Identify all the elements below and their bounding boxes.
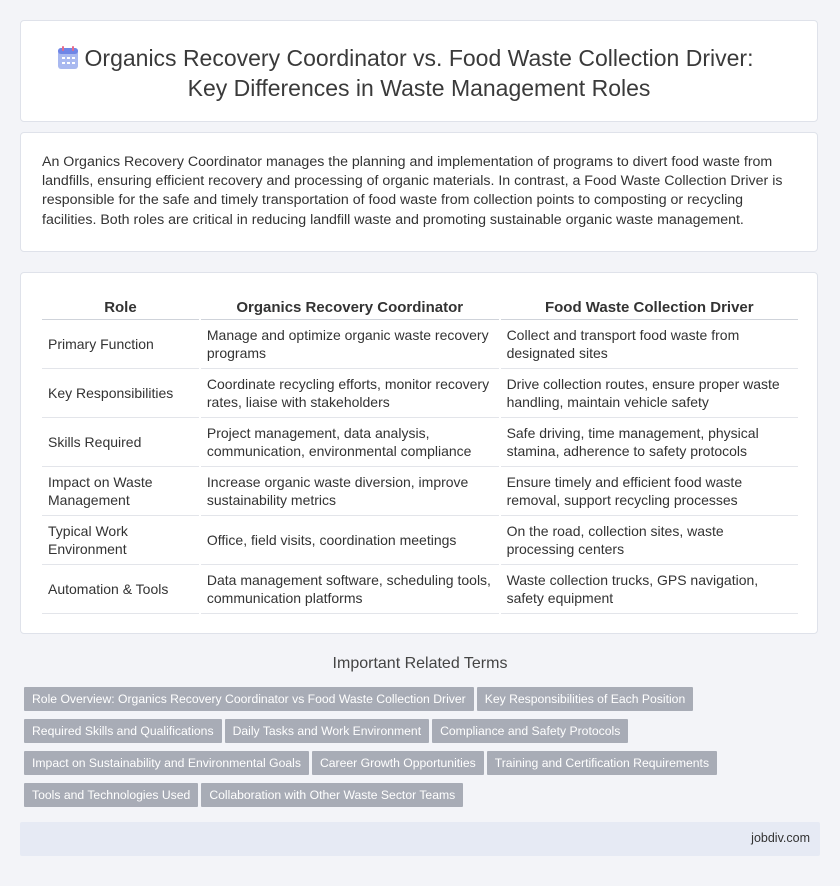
coordinator-cell: Coordinate recycling efforts, monitor recovery rates, liaise with stakeholders [200,369,500,418]
related-term-tag[interactable]: Daily Tasks and Work Environment [225,719,430,743]
related-term-tag[interactable]: Tools and Technologies Used [24,783,198,807]
related-term-tag[interactable]: Training and Certification Requirements [487,751,717,775]
row-label: Key Responsibilities [42,369,200,418]
row-label: Skills Required [42,418,200,467]
driver-cell: Drive collection routes, ensure proper waste handling, maintain vehicle safety [500,369,798,418]
page-title-line-1: Organics Recovery Coordinator vs. Food Waste Collection Driver: [84,45,754,71]
related-term-tag[interactable]: Role Overview: Organics Recovery Coordinator vs Food Waste Collection Driver [24,687,474,711]
row-label: Primary Function [42,320,200,369]
coordinator-cell: Project management, data analysis, communication, environmental compliance [200,418,500,467]
driver-cell: Safe driving, time management, physical stamina, adherence to safety protocols [500,418,798,467]
related-terms-list [24,687,824,815]
coordinator-cell: Manage and optimize organic waste recovery programs [200,320,500,369]
header-coordinator: Organics Recovery Coordinator [200,295,500,320]
coordinator-cell: Data management software, scheduling tools, communication platforms [200,565,500,614]
coordinator-cell: Increase organic waste diversion, improve sustainability metrics [200,467,500,516]
table-row [42,467,798,516]
related-term-tag[interactable]: Career Growth Opportunities [312,751,484,775]
comparison-table [42,295,798,614]
table-row [42,565,798,614]
footer [20,822,820,856]
related-terms-title: Important Related Terms [332,655,508,672]
table-header-row [42,295,798,320]
page-title [21,43,817,103]
coordinator-cell: Office, field visits, coordination meetings [200,516,500,565]
row-label: Typical Work Environment [42,516,200,565]
related-term-tag[interactable]: Required Skills and Qualifications [24,719,222,743]
driver-cell: Waste collection trucks, GPS navigation, safety equipment [500,565,798,614]
related-term-tag[interactable]: Compliance and Safety Protocols [432,719,628,743]
table-row [42,418,798,467]
driver-cell: Ensure timely and efficient food waste removal, support recycling processes [500,467,798,516]
table-row [42,369,798,418]
row-label: Automation & Tools [42,565,200,614]
table-row [42,320,798,369]
driver-cell: On the road, collection sites, waste processing centers [500,516,798,565]
related-term-tag[interactable]: Key Responsibilities of Each Position [477,687,694,711]
comparison-card [20,272,818,634]
intro-paragraph: An Organics Recovery Coordinator manages the planning and implementation of programs to divert food waste from landfills, ensuring efficient recovery and processing of organic materials. In contrast, a Food Waste Collection Driver is responsible for the safe and timely transportation of food waste from collection points to composting or recycling facilities. Both roles are critical in reducing landfill waste and promoting sustainable organic waste management. [42,154,783,228]
row-label: Impact on Waste Management [42,467,200,516]
header-driver: Food Waste Collection Driver [500,295,798,320]
driver-cell: Collect and transport food waste from designated sites [500,320,798,369]
header-role: Role [42,295,200,320]
header-card [20,20,818,122]
table-row [42,516,798,565]
page-title-line-2: Key Differences in Waste Management Roles [187,75,651,101]
footer-site-link[interactable]: jobdiv.com [751,831,810,845]
related-term-tag[interactable]: Impact on Sustainability and Environmental Goals [24,751,309,775]
intro-card [20,132,818,252]
related-term-tag[interactable]: Collaboration with Other Waste Sector Teams [201,783,463,807]
